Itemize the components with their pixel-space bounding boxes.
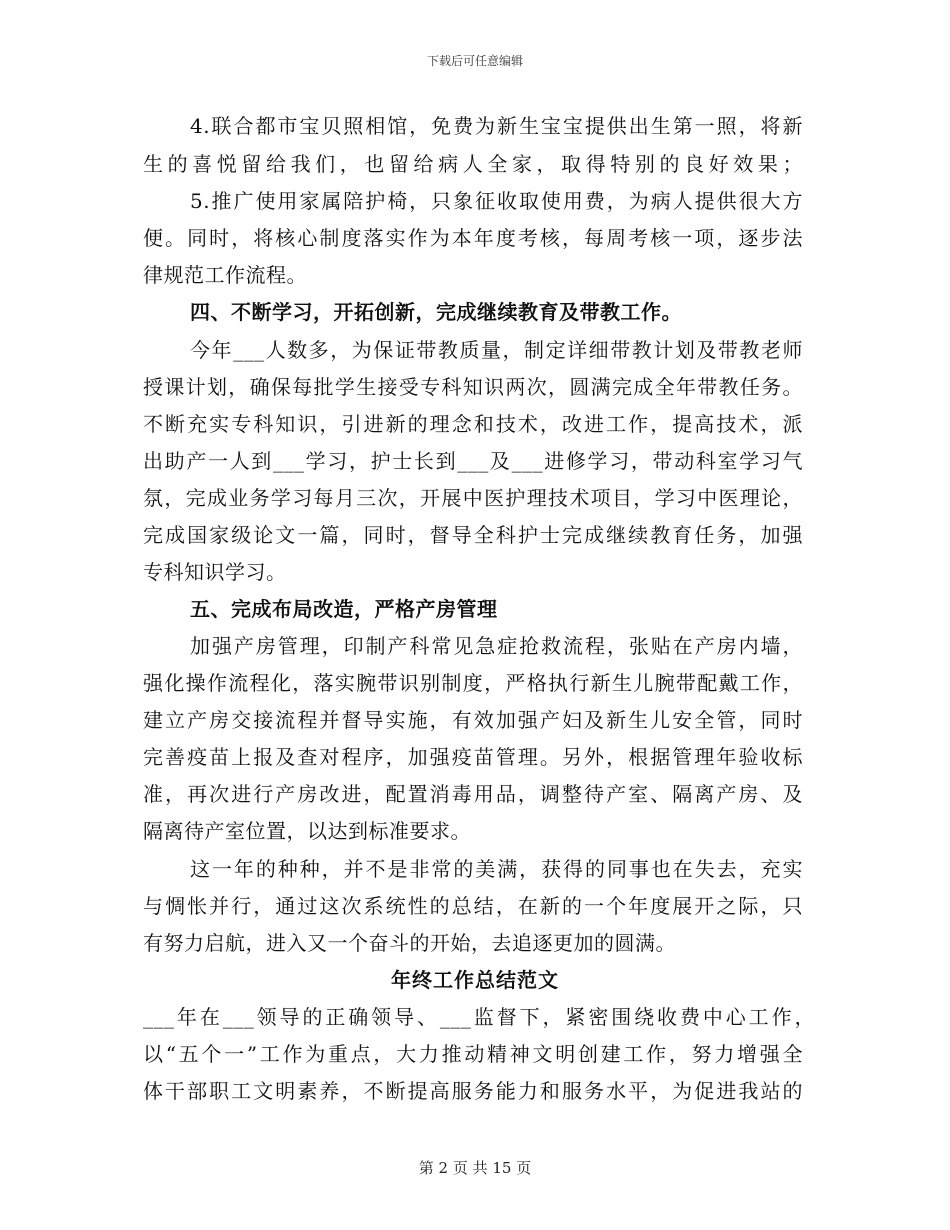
paragraph-line: 专科知识学习。 (143, 560, 287, 584)
paragraph-line: 律规范工作流程。 (143, 263, 307, 287)
paragraph-line: 授课计划，确保每批学生接受专科知识两次，圆满完成全年带教任务。 (143, 375, 803, 399)
paragraph-line: 氛，完成业务学习每月三次，开展中医护理技术项目，学习中医理论， (143, 486, 803, 510)
page-header: 下载后可任意编辑 (426, 54, 523, 68)
paragraph-line: 建立产房交接流程并督导实施，有效加强产妇及新生儿安全管，同时 (143, 708, 803, 732)
section-heading: 五、完成布局改造，严格产房管理 (190, 597, 498, 621)
paragraph-line: 有努力启航，进入又一个奋斗的开始，去追逐更加的圆满。 (143, 931, 676, 955)
paragraph-line: 出助产一人到___学习，护士长到___及___进修学习，带动科室学习气 (143, 449, 803, 473)
section-heading: 四、不断学习，开拓创新，完成继续教育及带教工作。 (190, 300, 682, 324)
paragraph-line: 4.联合都市宝贝照相馆，免费为新生宝宝提供出生第一照，将新 (190, 114, 803, 138)
paragraph-line: 完成国家级论文一篇，同时，督导全科护士完成继续教育任务，加强 (143, 523, 803, 547)
paragraph-line: 便。同时，将核心制度落实作为本年度考核，每周考核一项，逐步法 (143, 226, 803, 250)
paragraph-line: ___年在___领导的正确领导、___监督下，紧密围绕收费中心工作， (143, 1005, 815, 1029)
paragraph-line: 5.推广使用家属陪护椅，只象征收取使用费，为病人提供很大方 (190, 189, 803, 213)
paragraph-line: 加强产房管理，印制产科常见急症抢救流程，张贴在产房内墙， (190, 634, 803, 658)
paragraph-line: 与惆怅并行，通过这次系统性的总结，在新的一个年度展开之际，只 (143, 894, 803, 918)
page-number: 第 2 页 共 15 页 (418, 1159, 532, 1177)
paragraph-line: 体干部职工文明素养，不断提高服务能力和服务水平，为促进我站的 (143, 1079, 803, 1103)
paragraph-line: 准，再次进行产房改进，配置消毒用品，调整待产室、隔离产房、及 (143, 782, 803, 806)
paragraph-line: 这一年的种种，并不是非常的美满，获得的同事也在失去，充实 (190, 857, 803, 881)
paragraph-line: 强化操作流程化，落实腕带识别制度，严格执行新生儿腕带配戴工作， (143, 671, 803, 695)
paragraph-line: 完善疫苗上报及查对程序，加强疫苗管理。另外，根据管理年验收标 (143, 745, 803, 769)
paragraph-line: 生的喜悦留给我们，也留给病人全家，取得特别的良好效果； (143, 152, 803, 176)
paragraph-line: 隔离待产室位置，以达到标准要求。 (143, 819, 471, 843)
paragraph-line: 今年___人数多，为保证带教质量，制定详细带教计划及带教老师 (190, 338, 803, 362)
article-title: 年终工作总结范文 (391, 968, 559, 992)
paragraph-line: 不断充实专科知识，引进新的理念和技术，改进工作，提高技术，派 (143, 412, 803, 436)
paragraph-line: 以“五个一”工作为重点，大力推动精神文明创建工作，努力增强全 (143, 1042, 803, 1066)
